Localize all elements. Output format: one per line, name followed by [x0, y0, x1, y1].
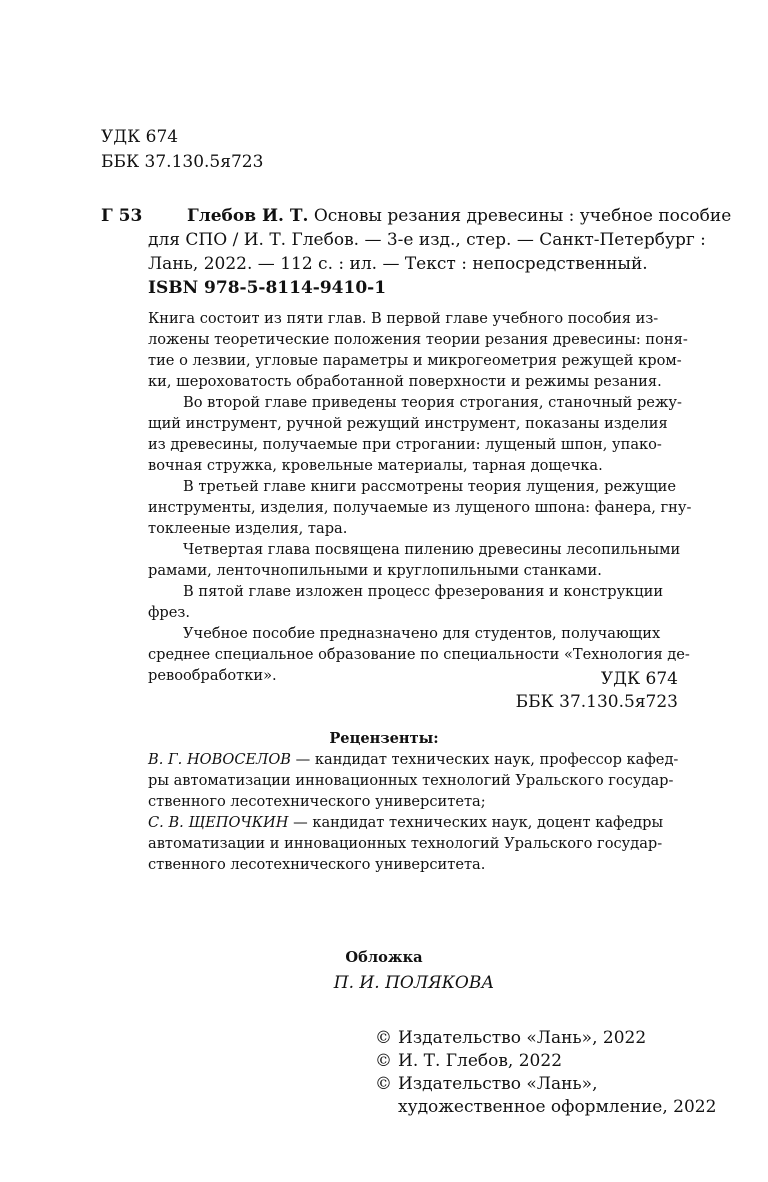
reviewer-2-line-1: [148, 812, 663, 833]
reviewer-2-line-2: автоматизации и инновационных технологий Уральского государ-: [148, 835, 663, 852]
isbn: ISBN 978-5-8114-9410-1: [148, 278, 387, 298]
bib-author: Глебов И. Т.: [187, 206, 309, 226]
copyright-line-3: Издательство «Лань»,: [398, 1074, 598, 1094]
reviewer-1-line-1: [148, 749, 678, 770]
cover-designer: П. И. ПОЛЯКОВА: [333, 973, 495, 993]
udk-code-top: УДК 674: [101, 127, 179, 147]
reviewers-heading: Рецензенты:: [329, 730, 439, 747]
annotation-line: ревообработки».: [148, 667, 277, 684]
bib-line-2: для СПО / И. Т. Глебов. — 3-е изд., стер. — Санкт-Петербург :: [148, 230, 706, 250]
bbk-code-top: ББК 37.130.5я723: [101, 152, 264, 172]
annotation-line: Книга состоит из пяти глав. В первой главе учебного пособия из-: [148, 310, 659, 327]
annotation-line: среднее специальное образование по специальности «Технология де-: [148, 646, 690, 663]
annotation-line: вочная стружка, кровельные материалы, тарная дощечка.: [148, 457, 603, 474]
udk-code-bottom: УДК 674: [600, 669, 678, 689]
reviewer-2-text: — кандидат технических наук, доцент кафедры: [288, 814, 664, 831]
cover-label: Обложка: [345, 949, 423, 966]
bib-title: Основы резания древесины : учебное пособие: [308, 206, 732, 226]
copyright-line-1: Издательство «Лань», 2022: [398, 1028, 647, 1048]
annotation-line: В третьей главе книги рассмотрены теория лущения, режущие: [183, 478, 677, 495]
reviewer-1-line-3: ственного лесотехнического университета;: [148, 793, 486, 810]
copyright-line-4: художественное оформление, 2022: [398, 1097, 717, 1117]
reviewer-1-line-2: ры автоматизации инновационных технологий Уральского государ-: [148, 772, 674, 789]
annotation-line: токлееные изделия, тара.: [148, 520, 348, 537]
annotation-line: рамами, ленточнопильными и круглопильными станками.: [148, 562, 602, 579]
annotation-line: ложены теоретические положения теории резания древесины: поня-: [148, 331, 688, 348]
annotation-line: тие о лезвии, угловые параметры и микрогеометрия режущей кром-: [148, 352, 682, 369]
annotation-line: В пятой главе изложен процесс фрезерования и конструкции: [183, 583, 664, 600]
copyright-symbol: ©: [375, 1074, 392, 1094]
reviewer-2-line-3: ственного лесотехнического университета.: [148, 856, 486, 873]
copyright-symbol: ©: [375, 1028, 392, 1048]
annotation-line: Учебное пособие предназначено для студентов, получающих: [183, 625, 661, 642]
author-mark: Г 53: [101, 206, 143, 226]
annotation-line: щий инструмент, ручной режущий инструмент, показаны изделия: [148, 415, 668, 432]
annotation-line: Во второй главе приведены теория строгания, станочный режу-: [183, 394, 682, 411]
annotation-line: инструменты, изделия, получаемые из лущеного шпона: фанера, гну-: [148, 499, 692, 516]
copyright-line-2: И. Т. Глебов, 2022: [398, 1051, 563, 1071]
annotation-line: из древесины, получаемые при строгании: лущеный шпон, упако-: [148, 436, 662, 453]
bbk-code-bottom: ББК 37.130.5я723: [515, 692, 678, 712]
annotation-line: ки, шероховатость обработанной поверхности и режимы резания.: [148, 373, 662, 390]
copyright-symbol: ©: [375, 1051, 392, 1071]
reviewer-1-text: — кандидат технических наук, профессор кафед-: [291, 751, 679, 768]
bib-line-3: Лань, 2022. — 112 с. : ил. — Текст : непосредственный.: [148, 254, 648, 274]
annotation-line: Четвертая глава посвящена пилению древесины лесопильными: [183, 541, 681, 558]
annotation-line: фрез.: [148, 604, 190, 621]
bib-line-1: [187, 204, 731, 228]
reviewer-2-name: С. В. ЩЕПОЧКИН: [148, 814, 289, 831]
reviewer-1-name: В. Г. НОВОСЕЛОВ: [148, 751, 292, 768]
